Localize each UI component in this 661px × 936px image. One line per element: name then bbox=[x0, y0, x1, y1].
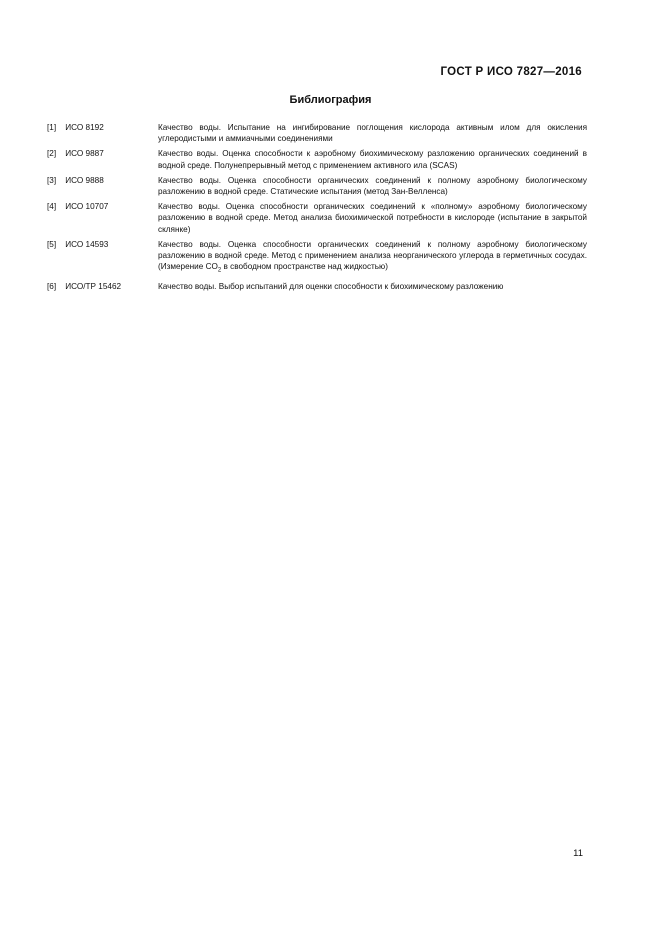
entry-number: [1] bbox=[47, 123, 57, 132]
bibliography-entry bbox=[47, 175, 587, 197]
entry-number: [3] bbox=[47, 175, 57, 185]
page-number: 11 bbox=[573, 848, 583, 859]
entry-description bbox=[158, 239, 587, 277]
entry-reference bbox=[47, 281, 158, 292]
bibliography-list bbox=[47, 122, 587, 296]
bibliography-entry bbox=[47, 201, 587, 235]
bibliography-entry bbox=[47, 148, 587, 170]
entry-reference bbox=[47, 175, 158, 197]
entry-number: [6] bbox=[47, 282, 57, 292]
entry-description: Качество воды. Оценка способности органических соединений к полному аэробному биологическому разложению в водной среде. Статические испытания (метод Зан-Велленса) bbox=[158, 175, 587, 197]
entry-text-after: в свободном пространстве над жидкостью) bbox=[221, 262, 388, 272]
bibliography-entry bbox=[47, 239, 587, 277]
bibliography-entry bbox=[47, 281, 587, 292]
document-code: ГОСТ Р ИСО 7827—2016 bbox=[440, 66, 582, 78]
entry-standard: ИСО 8192 bbox=[65, 123, 104, 132]
entry-reference bbox=[47, 148, 158, 170]
entry-reference bbox=[47, 201, 158, 235]
bibliography-entry bbox=[47, 122, 587, 144]
entry-description: Качество воды. Выбор испытаний для оценки способности к биохимическому разложению bbox=[158, 282, 504, 292]
entry-text-before: Качество воды. Оценка способности органических соединений к полному аэробному биологическому разложению в водной среде. Метод с применением анализа неорганического углерода в герметичных сосудах. (Измерение CO bbox=[158, 239, 587, 272]
entry-reference bbox=[47, 239, 158, 277]
entry-standard: ИСО/ТР 15462 bbox=[65, 282, 122, 292]
entry-number: [5] bbox=[47, 239, 57, 249]
entry-number: [4] bbox=[47, 202, 57, 212]
entry-description: Качество воды. Испытание на ингибирование поглощения кислорода активным илом для окисления углеродистыми и аммиачными соединениями bbox=[158, 123, 587, 144]
entry-number: [2] bbox=[47, 149, 57, 159]
entry-standard: ИСО 9887 bbox=[65, 149, 104, 159]
subscript-two: 2 bbox=[217, 267, 222, 274]
entry-description: Качество воды. Оценка способности органических соединений к «полному» аэробному биологическому разложению в водной среде. Метод анализа биохимической потребности в кислороде (испытание в закрытой склянке) bbox=[158, 202, 587, 234]
page-title: Библиография bbox=[289, 94, 372, 106]
entry-reference bbox=[47, 122, 158, 144]
entry-standard: ИСО 14593 bbox=[65, 239, 109, 249]
entry-description: Качество воды. Оценка способности к аэробному биохимическому разложению органических соединений в водной среде. Полунепрерывный метод с применением активного ила (SCAS) bbox=[158, 149, 587, 170]
entry-standard: ИСО 9888 bbox=[65, 175, 104, 185]
entry-standard: ИСО 10707 bbox=[65, 202, 109, 212]
